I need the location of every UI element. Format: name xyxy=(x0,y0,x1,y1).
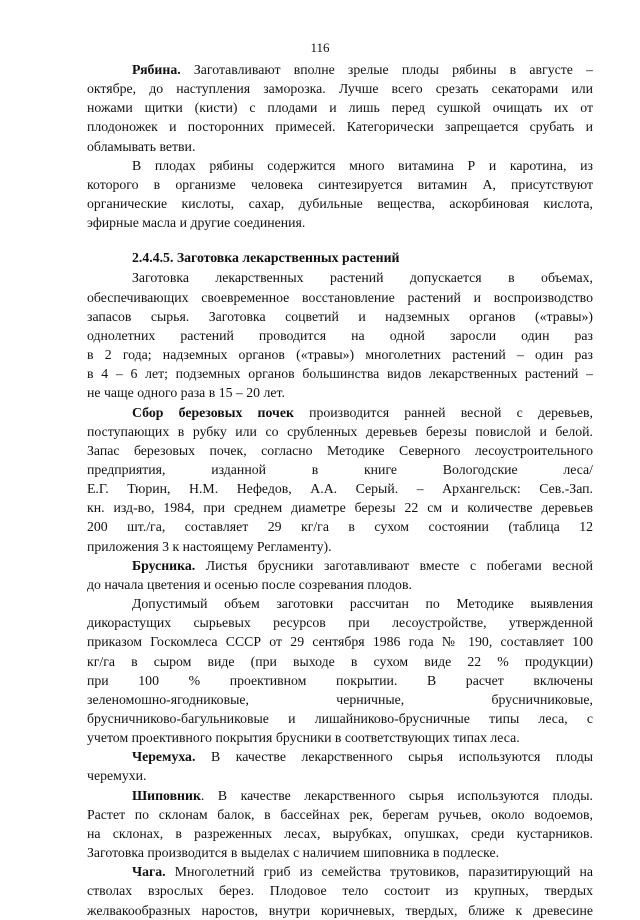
text-line: желвакообразных наростов, внутри коричневых, твердых, ближе к древесине xyxy=(87,902,593,918)
text-line: ножами щитки (кисти) с плодами и лишь перед сушкой очищать их от xyxy=(87,100,593,116)
term-chaga: Чага. xyxy=(132,864,166,880)
paragraph-chaga xyxy=(87,862,593,919)
page-number: 116 xyxy=(310,40,330,55)
text-line: зеленомошно-ягодниковые, черничные, брусничниковые, xyxy=(87,691,593,707)
text-line: которого в организме человека синтезируется витамин А, присутствуют xyxy=(87,176,593,192)
text-line: Запас березовых почек, согласно Методике Северного лесоустроительного xyxy=(87,442,593,458)
text-line: Е.Г. Тюрин, Н.М. Нефедов, А.А. Серый. – Архангельск: Сев.-Зап. xyxy=(87,481,593,497)
text-line: не чаще одного раза в 15 – 20 лет. xyxy=(87,385,285,401)
text-line: В плодах рябины содержится много витамина Р и каротина, из xyxy=(132,157,593,173)
text-line: органические кислоты, сахар, дубильные вещества, аскорбиновая кислота, xyxy=(87,196,593,212)
text-line: плодоножек и посторонних примесей. Категорически запрещается срубать и xyxy=(87,119,593,135)
term-rowan: Рябина. xyxy=(132,62,181,77)
text-line: производится ранней весной с деревьев, xyxy=(293,404,593,420)
text-line: приложения 3 к настоящему Регламенту). xyxy=(87,538,332,554)
text-line: 200 шт./га, составляет 29 кг/га в сухом состоянии (таблица 12 xyxy=(87,519,593,535)
text-line: обламывать ветви. xyxy=(87,138,196,154)
term-rosehip: Шиповник xyxy=(132,787,201,803)
text-line: Листья брусники заготавливают вместе с побегами весной xyxy=(195,557,593,573)
paragraph-bird-cherry xyxy=(87,747,593,785)
text-line: приказом Госкомлеса СССР от 29 сентября 1986 года № 190, составляет 100 xyxy=(87,634,593,650)
text-line: предприятия, изданной в книге Вологодские леса/ xyxy=(87,461,593,477)
text-line: в 2 года; надземных органов («травы») многолетних растений – один раз xyxy=(87,347,593,363)
text-line: кг/га в сыром виде (при выходе в сухом виде 22 % продукции) xyxy=(87,653,593,669)
text-line: на склонах, в разреженных лесах, вырубках, опушках, среди кустарников. xyxy=(87,825,593,841)
text-line: Заготовка лекарственных растений допускается в объемах, xyxy=(132,270,593,286)
text-line: Растет по склонам балок, в бассейнах рек, берегам ручьев, около водоемов, xyxy=(87,806,593,822)
text-line: Заготавливают вполне зрелые плоды рябины в августе – xyxy=(180,62,593,77)
text-line: запасов сырья. Заготовка соцветий и надземных органов («травы») xyxy=(87,308,593,324)
text-line: Допустимый объем заготовки рассчитан по Методике выявления xyxy=(132,596,593,612)
term-lingonberry: Брусника. xyxy=(132,557,196,573)
text-line: . В качестве лекарственного сырья используются плоды. xyxy=(200,787,593,803)
text-line: Заготовка производится в выделах с наличием шиповника в подлеске. xyxy=(87,845,500,861)
paragraph-rowan-vitamins xyxy=(87,156,593,233)
text-line: до начала цветения и осенью после созревания плодов. xyxy=(87,576,412,592)
text-line: В качестве лекарственного сырья используются плоды xyxy=(195,749,593,765)
text-line: в 4 – 6 лет; подземных органов большинства видов лекарственных растений – xyxy=(87,366,593,382)
text-line: поступающих в рубку или со срубленных деревьев березы повислой и белой. xyxy=(87,423,593,439)
text-line: однолетних растений проводится на одной заросли один раз xyxy=(87,327,593,343)
text-line: октябре, до наступления заморозка. Лучше всего срезать секаторами или xyxy=(87,81,593,97)
text-line: эфирные масла и другие соединения. xyxy=(87,215,306,231)
paragraph-rowan xyxy=(87,60,593,156)
paragraph-lingonberry-volume xyxy=(87,594,593,747)
text-line: обеспечивающих своевременное восстановление растений и воспроизводство xyxy=(87,289,593,305)
document-body xyxy=(87,60,593,920)
text-line: Многолетний гриб из семейства трутовиков, паразитирующий на xyxy=(165,864,593,880)
term-bird-cherry: Черемуха. xyxy=(132,749,196,765)
text-line: черемухи. xyxy=(87,768,147,784)
text-line: дикорастущих сырьевых ресурсов при лесоустройстве, утвержденной xyxy=(87,615,593,631)
text-line: кн. изд-во, 1984, при среднем диаметре березы 22 см и количестве деревьев xyxy=(87,500,593,516)
paragraph-rosehip xyxy=(87,786,593,863)
text-line: брусничниково-багульниковые и лишайниково-брусничные типы леса, с xyxy=(87,711,593,726)
text-line: учетом проективного покрытия брусники в соответствующих типах леса. xyxy=(87,730,520,746)
paragraph-lingonberry xyxy=(87,556,593,594)
term-birch-buds: Сбор березовых почек xyxy=(132,404,294,420)
text-line: при 100 % проективном покрытии. В расчет включены xyxy=(87,672,593,688)
paragraph-birch-buds xyxy=(87,403,593,556)
paragraph-harvest-rules xyxy=(87,268,593,402)
text-line: стволах взрослых берез. Плодовое тело состоит из крупных, твердых xyxy=(87,883,593,899)
section-heading: 2.4.4.5. Заготовка лекарственных растений xyxy=(132,250,400,266)
